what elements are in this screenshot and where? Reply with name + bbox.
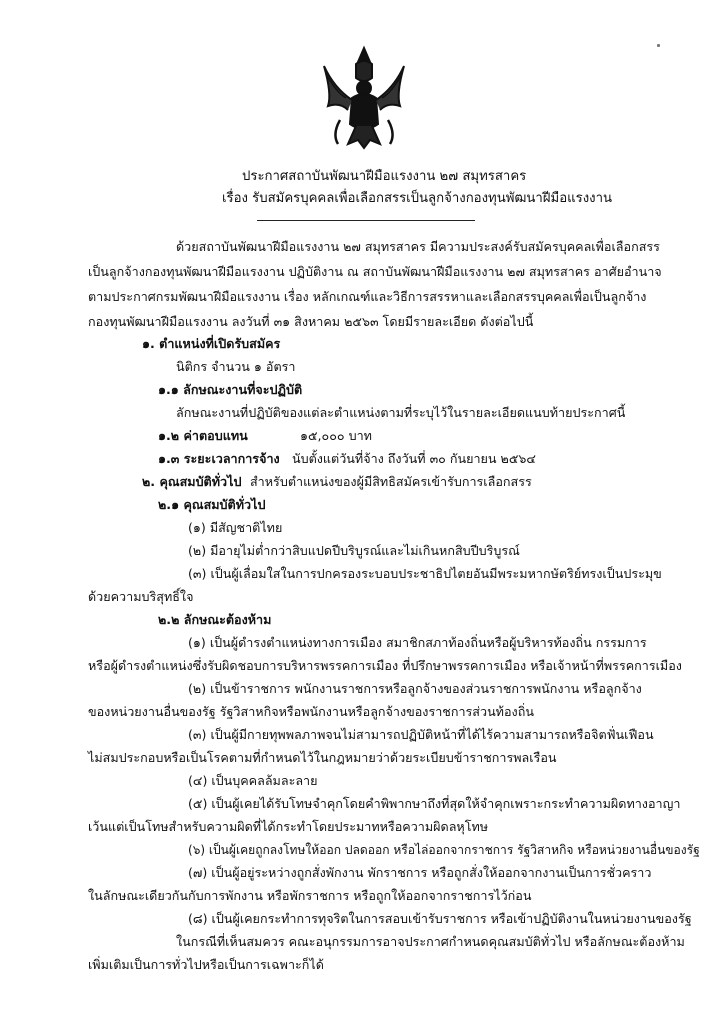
intro-line: กองทุนพัฒนาฝีมือแรงงาน ลงวันที่ ๓๑ สิงหาคม ๒๕๖๓ โดยมีรายละเอียด ดังต่อไปนี้ bbox=[88, 314, 534, 329]
prohibition-line: ในกรณีที่เห็นสมควร คณะอนุกรรมการอาจประกาศกำหนดคุณสมบัติทั่วไป หรือลักษณะต้องห้าม bbox=[176, 934, 685, 949]
prohibition-line: เพิ่มเติมเป็นการทั่วไปหรือเป็นการเฉพาะก็ได้ bbox=[88, 957, 324, 972]
prohibition-line: (๔) เป็นบุคคลล้มละลาย bbox=[188, 773, 318, 788]
duties-heading: ๑.๑ ลักษณะงานที่จะปฏิบัติ bbox=[158, 382, 303, 397]
prohibition-line: ในลักษณะเดียวกันกับการพักงาน หรือพักราชการ หรือถูกให้ออกจากราชการไว้ก่อน bbox=[88, 888, 532, 903]
section2-heading: ๒. คุณสมบัติทั่วไป bbox=[142, 474, 242, 489]
period-label: ๑.๓ ระยะเวลาการจ้าง bbox=[158, 451, 280, 466]
prohibition-line: (๒) เป็นข้าราชการ พนักงานราชการหรือลูกจ้างของส่วนราชการพนักงาน หรือลูกจ้าง bbox=[188, 681, 642, 696]
prohibition-line: เว้นแต่เป็นโทษสำหรับความผิดที่ได้กระทำโดยประมาทหรือความผิดลหุโทษ bbox=[88, 819, 489, 834]
qualification-item: (๓) เป็นผู้เลื่อมใสในการปกครองระบอบประชาธิปไตยอันมีพระมหากษัตริย์ทรงเป็นประมุข bbox=[188, 566, 662, 581]
qualification-item: (๒) มีอายุไม่ต่ำกว่าสิบแปดปีบริบูรณ์และไม่เกินหกสิบปีบริบูรณ์ bbox=[188, 543, 520, 558]
prohibition-line: หรือผู้ดำรงตำแหน่งซึ่งรับผิดชอบการบริหารพรรคการเมือง ที่ปรึกษาพรรคการเมือง หรือเจ้าหน้าที่พรรคการเมือง bbox=[88, 658, 682, 673]
scan-speck bbox=[657, 44, 660, 47]
garuda-emblem-icon bbox=[318, 44, 410, 154]
prohibition-line: ของหน่วยงานอื่นของรัฐ รัฐวิสาหกิจหรือพนักงานหรือลูกจ้างของราชการส่วนท้องถิ่น bbox=[88, 704, 534, 719]
announcement-subject: เรื่อง รับสมัครบุคคลเพื่อเลือกสรรเป็นลูกจ้างกองทุนพัฒนาฝีมือแรงงาน bbox=[222, 191, 612, 206]
section1-heading: ๑. ตำแหน่งที่เปิดรับสมัคร bbox=[142, 336, 281, 351]
pay-value: ๑๕,๐๐๐ บาท bbox=[300, 428, 372, 443]
duties-text: ลักษณะงานที่ปฏิบัติของแต่ละตำแหน่งตามที่ระบุไว้ในรายละเอียดแนบท้ายประกาศนี้ bbox=[176, 405, 626, 420]
period-value: นับตั้งแต่วันที่จ้าง ถึงวันที่ ๓๐ กันยายน ๒๕๖๔ bbox=[292, 451, 536, 466]
qualifications-heading: ๒.๑ คุณสมบัติทั่วไป bbox=[158, 497, 266, 512]
pay-label: ๑.๒ ค่าตอบแทน bbox=[158, 428, 248, 443]
prohibition-line: (๑) เป็นผู้ดำรงตำแหน่งทางการเมือง สมาชิกสภาท้องถิ่นหรือผู้บริหารท้องถิ่น กรรมการ bbox=[188, 635, 647, 650]
prohibition-line: (๓) เป็นผู้มีกายทุพพลภาพจนไม่สามารถปฏิบัติหน้าที่ได้ไร้ความสามารถหรือจิตฟั่นเฟือน bbox=[188, 727, 654, 742]
announcement-title: ประกาศสถาบันพัฒนาฝีมือแรงงาน ๒๗ สมุทรสาคร bbox=[242, 169, 527, 184]
intro-line: ด้วยสถาบันพัฒนาฝีมือแรงงาน ๒๗ สมุทรสาคร มีความประสงค์รับสมัครบุคคลเพื่อเลือกสรร bbox=[176, 239, 660, 254]
prohibition-line: (๕) เป็นผู้เคยได้รับโทษจำคุกโดยคำพิพากษาถึงที่สุดให้จำคุกเพราะกระทำความผิดทางอาญา bbox=[188, 796, 681, 811]
prohibition-line: (๖) เป็นผู้เคยถูกลงโทษให้ออก ปลดออก หรือไล่ออกจากราชการ รัฐวิสาหกิจ หรือหน่วยงานอื่นของรัฐ bbox=[188, 842, 700, 857]
prohibition-line: (๘) เป็นผู้เคยกระทำการทุจริตในการสอบเข้ารับราชการ หรือเข้าปฏิบัติงานในหน่วยงานของรัฐ bbox=[188, 911, 692, 926]
qualification-item: (๑) มีสัญชาติไทย bbox=[188, 520, 283, 535]
title-divider bbox=[257, 220, 475, 221]
intro-line: ตามประกาศกรมพัฒนาฝีมือแรงงาน เรื่อง หลักเกณฑ์และวิธีการสรรหาและเลือกสรรบุคคลเพื่อเป็นลูกจ้าง bbox=[88, 289, 647, 304]
intro-line: เป็นลูกจ้างกองทุนพัฒนาฝีมือแรงงาน ปฏิบัติงาน ณ สถาบันพัฒนาฝีมือแรงงาน ๒๗ สมุทรสาคร อาศัยอำนาจ bbox=[88, 264, 662, 279]
qualification-item: ด้วยความบริสุทธิ์ใจ bbox=[88, 589, 194, 604]
position-line: นิติกร จำนวน ๑ อัตรา bbox=[176, 359, 296, 374]
prohibition-line: (๗) เป็นผู้อยู่ระหว่างถูกสั่งพักงาน พักราชการ หรือถูกสั่งให้ออกจากงานเป็นการชั่วคราว bbox=[188, 865, 652, 880]
prohibitions-heading: ๒.๒ ลักษณะต้องห้าม bbox=[158, 612, 272, 627]
section2-heading-rest: สำหรับตำแหน่งของผู้มีสิทธิสมัครเข้ารับการเลือกสรร bbox=[250, 474, 532, 489]
prohibition-line: ไม่สมประกอบหรือเป็นโรคตามที่กำหนดไว้ในกฎหมายว่าด้วยระเบียบข้าราชการพลเรือน bbox=[88, 750, 557, 765]
